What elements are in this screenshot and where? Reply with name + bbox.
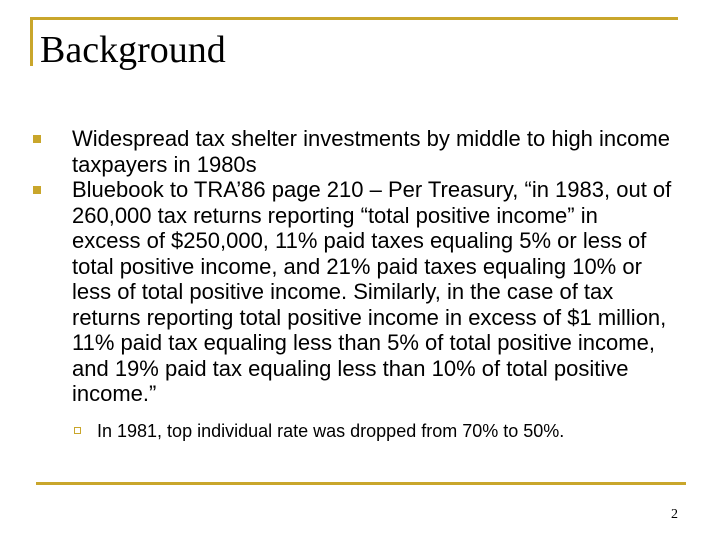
bullet-text: Bluebook to TRA’86 page 210 – Per Treasury, “in 1983, out of 260,000 tax returns reporting “total positive income” in excess of $250,000, 11% paid taxes equaling 5% or less of total positive income, and 21% paid taxes equaling 10% or less of total positive income. Similarly, in the case of tax returns reporting total positive income in excess of $1 million, 11% paid tax equaling less than 5% of total positive income, and 19% paid tax equaling less than 10% of total positive income.” <box>72 177 672 406</box>
sub-bullet-text: In 1981, top individual rate was dropped from 70% to 50%. <box>97 420 565 441</box>
bottom-accent-rule <box>36 482 686 485</box>
page-number: 2 <box>671 507 678 522</box>
bullet-item-shelters <box>72 126 672 177</box>
bullet-item-bluebook <box>72 177 672 443</box>
square-bullet-icon <box>33 135 41 143</box>
bullet-list <box>0 126 672 443</box>
left-accent-rule <box>30 18 33 66</box>
sub-bullet-item-rate <box>97 419 697 443</box>
bullet-text: Widespread tax shelter investments by middle to high income taxpayers in 1980s <box>72 126 670 177</box>
square-bullet-icon <box>33 186 41 194</box>
slide-title: Background <box>40 29 226 71</box>
sub-bullet-list <box>72 419 672 443</box>
hollow-square-bullet-icon <box>74 427 81 434</box>
top-accent-rule <box>30 17 678 20</box>
